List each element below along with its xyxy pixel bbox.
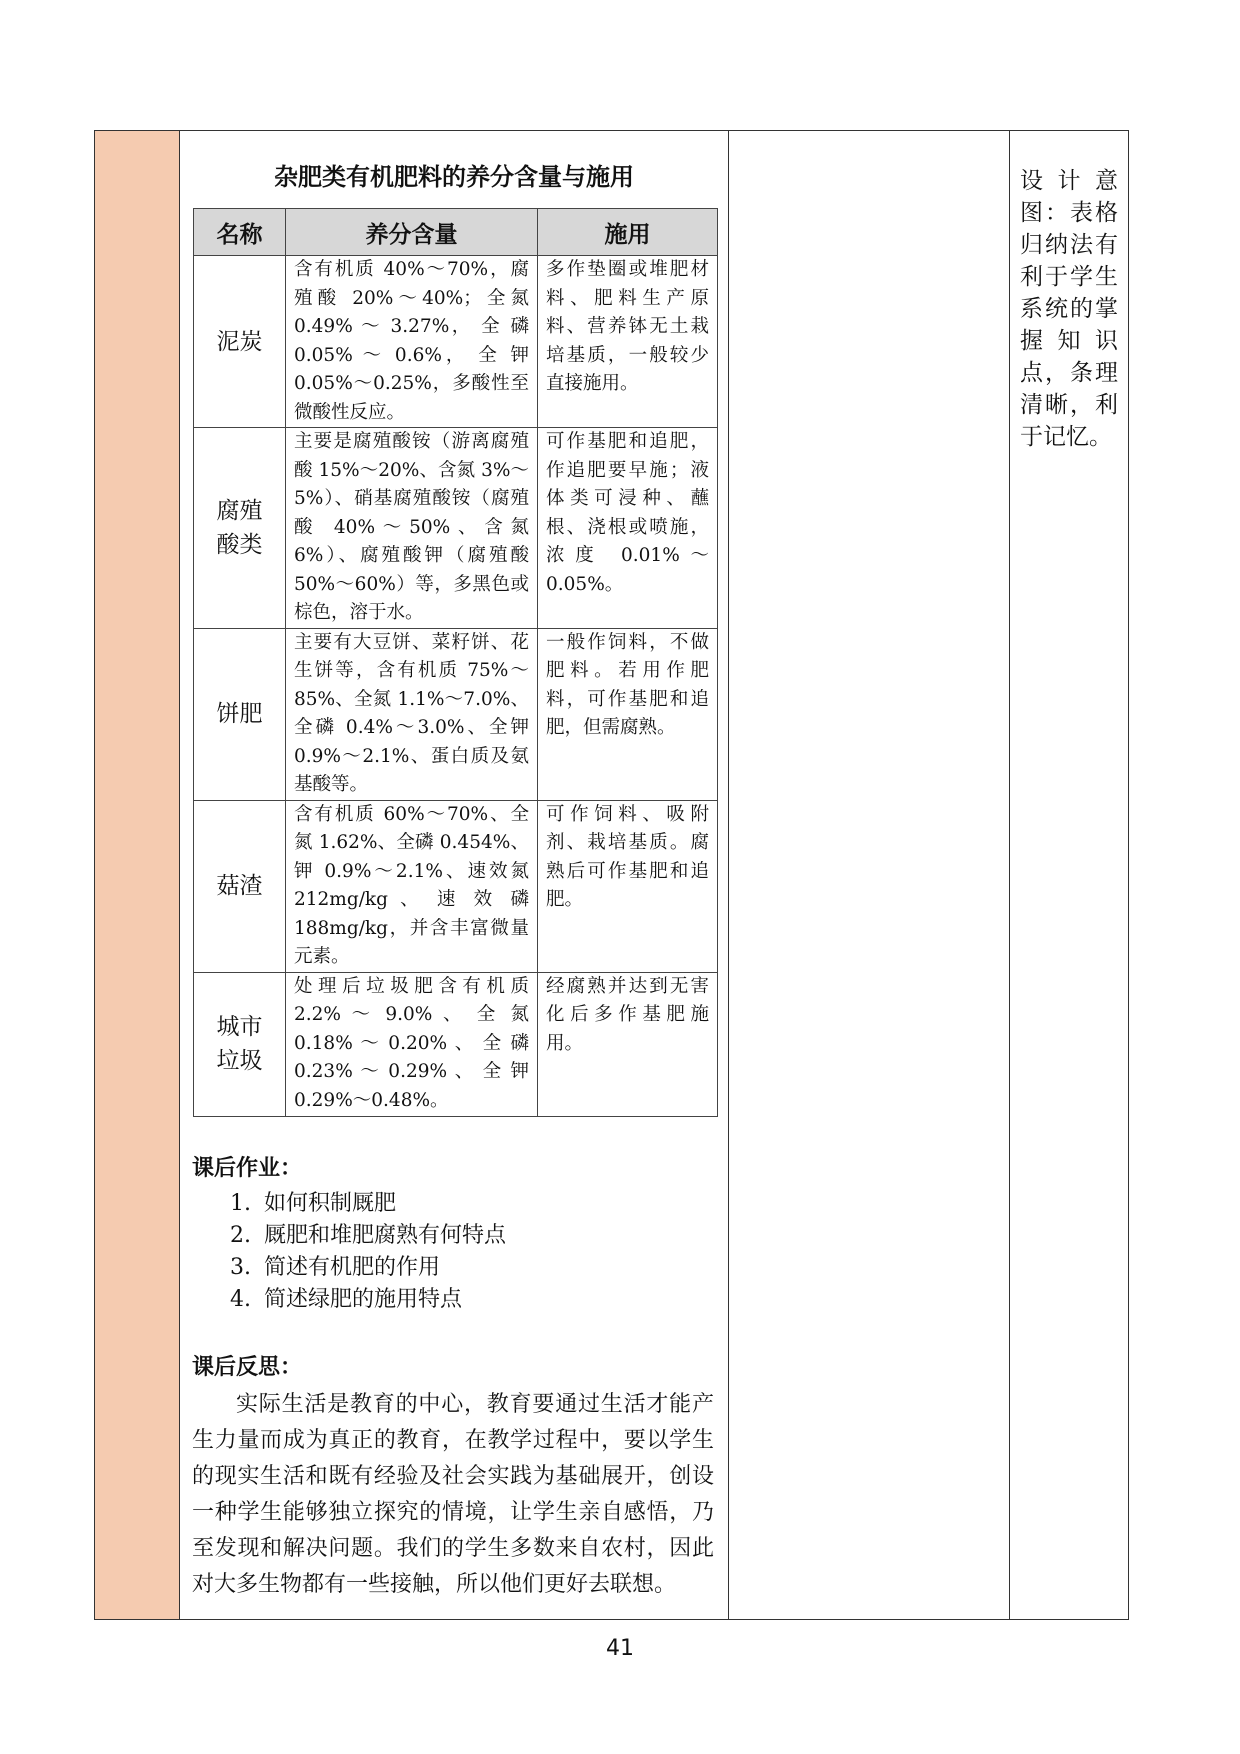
row-content: 含有机质 40%～70%，腐殖酸 20%～40%；全氮0.49% ～ 3.27%， 全 磷 0.05% ～ 0.6%， 全 钾 0.05%～0.25%，多酸性至微酸性反应。 bbox=[286, 256, 538, 428]
row-name-text: 城市垃圾 bbox=[216, 1014, 263, 1074]
row-content: 含有机质 60%～70%、全氮 1.62%、全磷 0.454%、钾 0.9%～2.1%、速效氮 212mg/kg 、 速 效 磷 188mg/kg，并含丰富微量元素。 bbox=[286, 800, 538, 972]
list-item bbox=[192, 1252, 716, 1284]
item-number: 1. bbox=[230, 1190, 251, 1216]
design-note-cell bbox=[1010, 131, 1129, 1620]
lesson-plan-table bbox=[94, 130, 1129, 1620]
row-name bbox=[194, 972, 286, 1116]
row-application: 可作基肥和追肥，作追肥要早施；液体类可浸种、蘸根、浇根或喷施，浓度 0.01%～0.05%。 bbox=[538, 428, 718, 629]
homework-heading: 课后作业： bbox=[192, 1155, 303, 1181]
table-row bbox=[194, 800, 718, 972]
table-row bbox=[194, 972, 718, 1116]
design-note: 设计意图：表格归纳法有利于学生系统的掌握知识点，条理清晰，利于记忆。 bbox=[1020, 168, 1118, 450]
blank-column bbox=[729, 131, 1010, 1620]
item-text: 简述有机肥的作用 bbox=[264, 1254, 441, 1280]
table-row bbox=[194, 628, 718, 800]
row-application: 多作垫圈或堆肥材料、肥料生产原料、营养钵无土栽培基质，一般较少直接施用。 bbox=[538, 256, 718, 428]
row-application: 一般作饲料，不做肥料。若用作肥料，可作基肥和追肥，但需腐熟。 bbox=[538, 628, 718, 800]
row-content: 主要是腐殖酸铵（游离腐殖酸 15%～20%、含氮 3%～5%）、硝基腐殖酸铵（腐殖酸 40%～50%、含氮 6%）、腐殖酸钾（腐殖酸 50%～60%）等，多黑色或棕色，溶于水。 bbox=[286, 428, 538, 629]
fertilizer-table bbox=[193, 208, 718, 1117]
header-name: 名称 bbox=[194, 209, 286, 256]
left-color-column bbox=[95, 131, 180, 1620]
item-number: 4. bbox=[230, 1286, 251, 1312]
list-item bbox=[192, 1220, 716, 1252]
row-application: 经腐熟并达到无害化后多作基肥施用。 bbox=[538, 972, 718, 1116]
item-number: 2. bbox=[230, 1222, 251, 1248]
row-name: 菇渣 bbox=[194, 800, 286, 972]
header-content: 养分含量 bbox=[286, 209, 538, 256]
section-title: 杂肥类有机肥料的养分含量与施用 bbox=[274, 163, 634, 191]
item-text: 如何积制厩肥 bbox=[264, 1190, 397, 1216]
table-row bbox=[194, 428, 718, 629]
row-name bbox=[194, 428, 286, 629]
page-number: 41 bbox=[606, 1636, 634, 1661]
item-text: 简述绿肥的施用特点 bbox=[264, 1286, 463, 1312]
header-application: 施用 bbox=[538, 209, 718, 256]
item-number: 3. bbox=[230, 1254, 251, 1280]
row-content: 处理后垃圾肥含有机质 2.2% ～ 9.0% 、 全 氮 0.18% ～ 0.20% 、 全 磷 0.23% ～ 0.29% 、 全 钾 0.29%～0.48%。 bbox=[286, 972, 538, 1116]
row-content: 主要有大豆饼、菜籽饼、花生饼等，含有机质 75%～85%、全氮 1.1%～7.0%、全磷 0.4%～3.0%、全钾 0.9%～2.1%、蛋白质及氨基酸等。 bbox=[286, 628, 538, 800]
row-name: 泥炭 bbox=[194, 256, 286, 428]
homework-list bbox=[192, 1188, 716, 1316]
row-name-text: 腐殖酸类 bbox=[216, 497, 263, 558]
table-header-row bbox=[194, 209, 718, 256]
list-item bbox=[192, 1284, 716, 1316]
row-application: 可作饲料、吸附剂、栽培基质。腐熟后可作基肥和追肥。 bbox=[538, 800, 718, 972]
reflection-text: 实际生活是教育的中心，教育要通过生活才能产生力量而成为真正的教育，在教学过程中，要以学生的现实生活和既有经验及社会实践为基础展开，创设一种学生能够独立探究的情境，让学生亲自感悟，乃至发现和解决问题。我们的学生多数来自农村，因此对大多生物都有一些接触，所以他们更好去联想。 bbox=[192, 1391, 714, 1597]
table-row bbox=[194, 256, 718, 428]
main-content-cell bbox=[180, 131, 729, 1620]
item-text: 厩肥和堆肥腐熟有何特点 bbox=[264, 1222, 507, 1248]
reflection-heading: 课后反思： bbox=[192, 1354, 303, 1380]
row-name: 饼肥 bbox=[194, 628, 286, 800]
list-item bbox=[192, 1188, 716, 1220]
